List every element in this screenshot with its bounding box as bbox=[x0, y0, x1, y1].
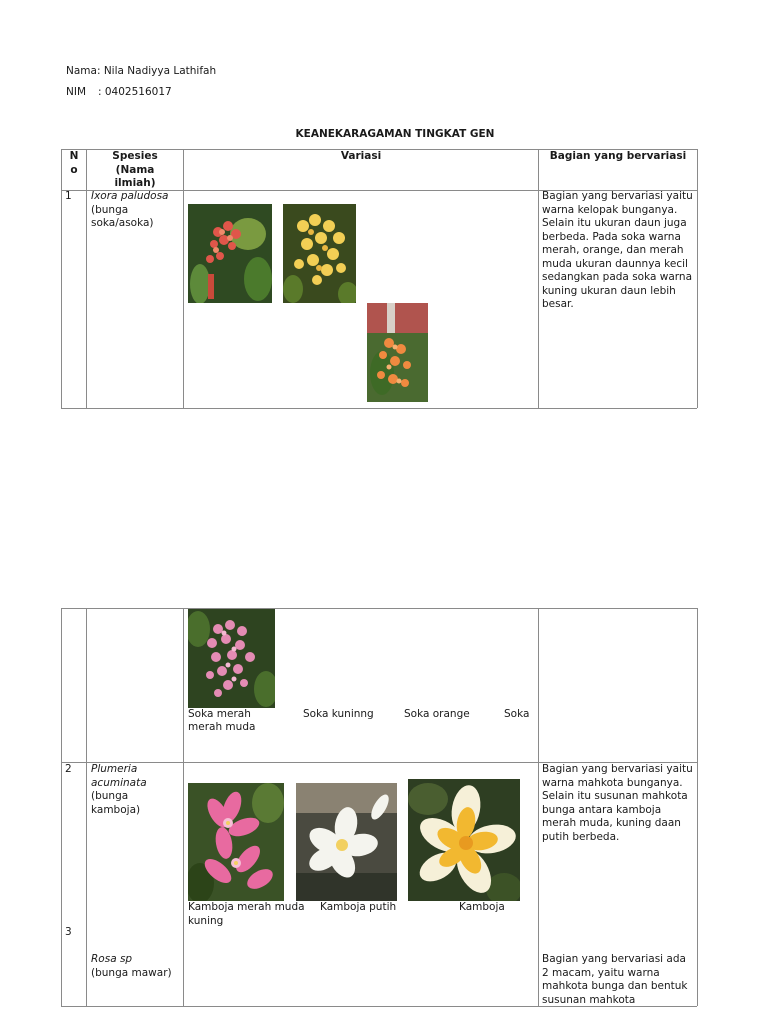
photo-soka-orange bbox=[367, 303, 428, 402]
row1-species-scientific: Ixora paludosa bbox=[91, 190, 169, 202]
document-title: KEANEKARAGAMAN TINGKAT GEN bbox=[295, 128, 495, 140]
header-species-line: (Nama bbox=[115, 163, 155, 176]
header-no bbox=[62, 150, 86, 177]
header-species-line: Spesies bbox=[112, 150, 158, 162]
photo-soka-kuning bbox=[283, 204, 356, 303]
row1-species bbox=[91, 190, 179, 231]
student-name: Nama: Nila Nadiyya Lathifah bbox=[66, 65, 217, 77]
caption-soka-merah: Soka merah bbox=[188, 708, 251, 720]
row2-number: 2 bbox=[65, 763, 72, 775]
header-no-line: N bbox=[69, 150, 79, 162]
row2-species-scientific: Plumeria acuminata bbox=[91, 763, 147, 789]
caption-soka-kuning: Soka kuninng bbox=[303, 708, 374, 720]
photo-soka-merah-muda bbox=[188, 609, 275, 708]
row3-number: 3 bbox=[65, 926, 72, 938]
photo-kamboja-merah-muda bbox=[188, 783, 284, 901]
header-variasi: Variasi bbox=[340, 150, 382, 162]
row2-description: Bagian yang bervariasi yaitu warna mahkota bunganya. Selain itu susunan mahkota bunga antara kamboja merah muda, kuning daan putih berbeda. bbox=[542, 763, 693, 843]
row1-species-common: (bunga soka/asoka) bbox=[91, 203, 154, 229]
row3-species bbox=[91, 953, 181, 980]
row3-species-common: (bunga mawar) bbox=[91, 966, 172, 979]
caption-merah-muda: merah muda bbox=[188, 721, 256, 733]
row2-species-common: (bunga kamboja) bbox=[91, 790, 141, 816]
photo-soka-merah bbox=[188, 204, 272, 303]
caption-kamboja-putih: Kamboja putih bbox=[320, 901, 397, 913]
header-bagian: Bagian yang bervariasi bbox=[549, 150, 687, 162]
photo-kamboja-putih bbox=[296, 783, 397, 901]
row1-description: Bagian yang bervariasi yaitu warna kelopak bunganya. Selain itu ukuran daun juga berbeda. Pada soka warna merah, orange, dan merah muda ukuran daunnya kecil sedangkan pada soka warna kuning ukuran daun lebih besar. bbox=[542, 190, 693, 310]
row1-number: 1 bbox=[65, 190, 72, 202]
caption-kamboja: Kamboja bbox=[459, 901, 505, 913]
caption-soka-orange: Soka orange bbox=[404, 708, 470, 720]
caption-soka: Soka bbox=[504, 708, 530, 720]
row3-species-scientific: Rosa sp bbox=[91, 953, 133, 965]
row2-species bbox=[91, 763, 179, 817]
row3-description: Bagian yang bervariasi ada 2 macam, yaitu warna mahkota bunga dan bentuk susunan mahkota bbox=[542, 953, 688, 1006]
nim-value: : 0402516017 bbox=[98, 86, 172, 98]
caption-kamboja-merah-muda: Kamboja merah muda bbox=[188, 901, 305, 913]
nim-label: NIM bbox=[66, 86, 87, 98]
header-no-line: o bbox=[70, 163, 78, 176]
header-species bbox=[87, 150, 183, 191]
caption-kuning: kuning bbox=[188, 915, 224, 927]
photo-kamboja-kuning bbox=[408, 779, 520, 901]
header-species-line: ilmiah) bbox=[114, 177, 156, 189]
